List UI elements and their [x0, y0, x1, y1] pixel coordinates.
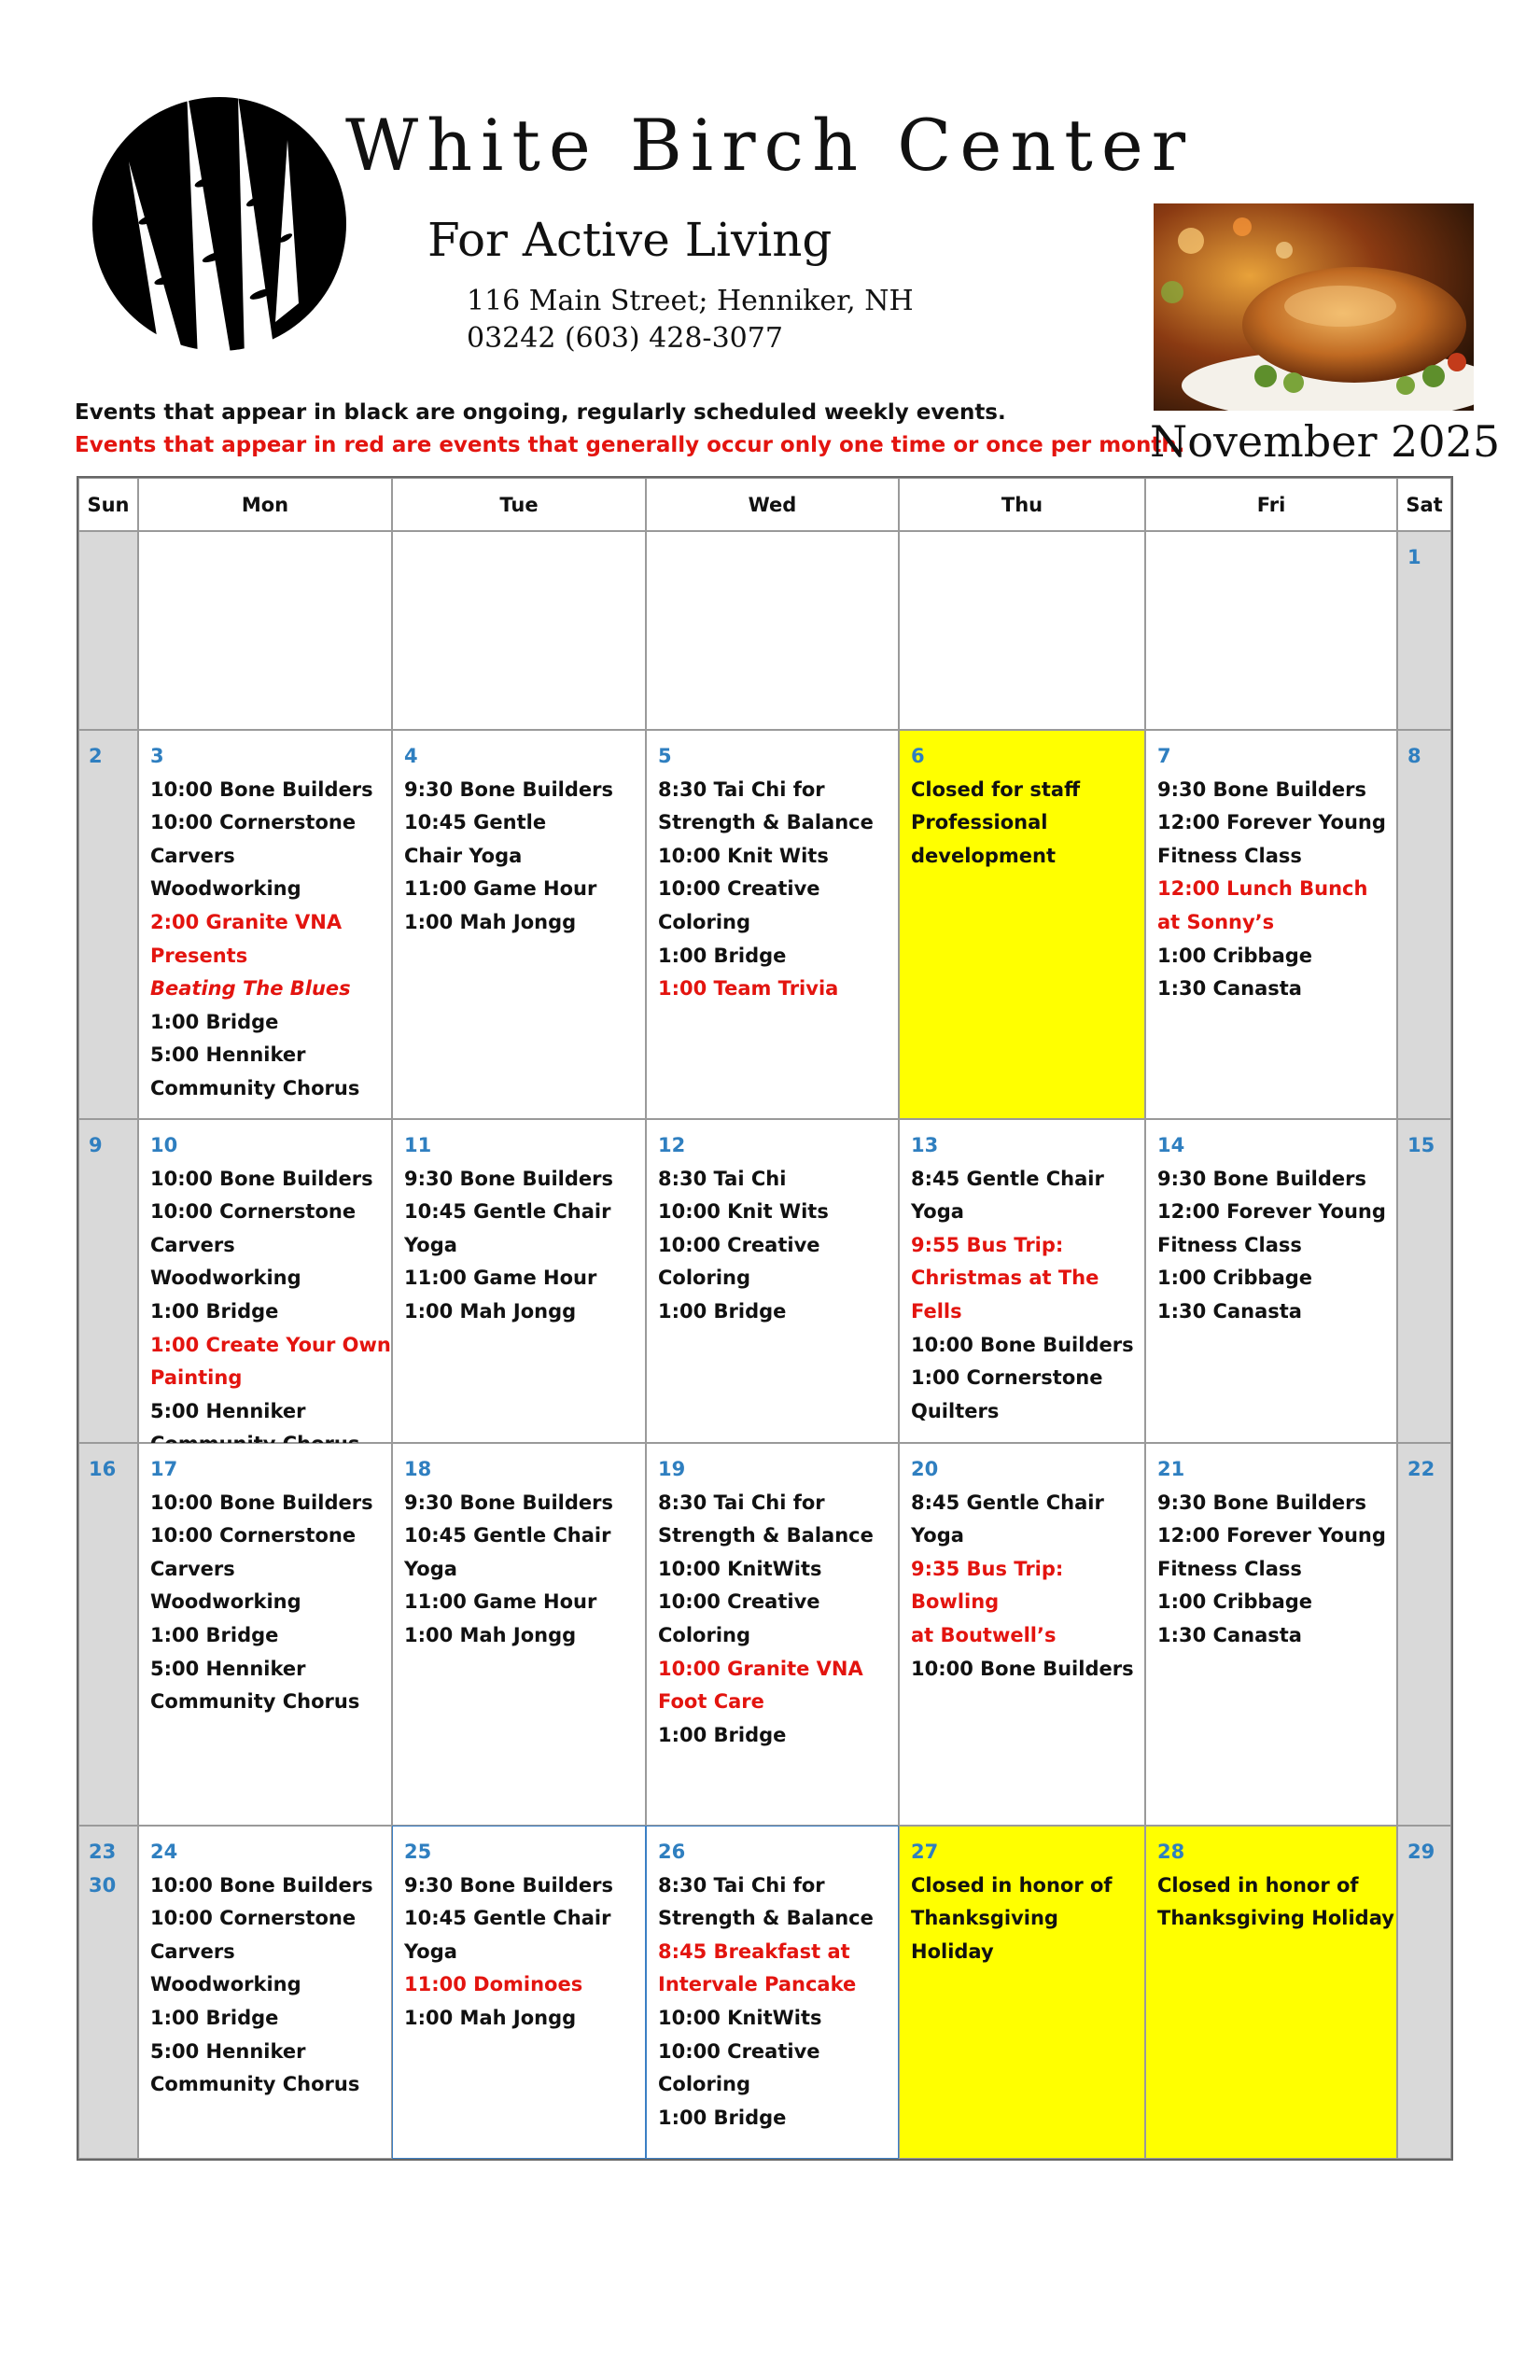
- day-number: 6: [911, 745, 925, 767]
- day-cell: [1145, 531, 1397, 730]
- event-item: 1:00 Bridge: [150, 1010, 279, 1033]
- event-item: Closed in honor of Thanksgiving Holiday: [911, 1873, 1113, 1963]
- event-item: 8:45 Gentle Chair Yoga: [911, 1167, 1104, 1224]
- day-cell: [1397, 730, 1451, 1119]
- event-item: Closed for staff Professional development: [911, 777, 1081, 867]
- event-item: 9:30 Bone Builders: [1157, 777, 1366, 801]
- day-number: 23 30: [89, 1841, 117, 1897]
- day-number: 18: [404, 1458, 432, 1480]
- day-cell: [78, 730, 138, 1119]
- event-item: 8:30 Tai Chi for Strength & Balance: [658, 1491, 874, 1547]
- event-item: 8:30 Tai Chi for Strength & Balance: [658, 1873, 874, 1930]
- day-cell: [1397, 1826, 1451, 2159]
- day-header-sun: Sun: [78, 478, 138, 531]
- event-item: 11:00 Game Hour: [404, 877, 597, 901]
- legend-note-red: Events that appear in red are events that generally occur only one time or once per month.: [75, 433, 1185, 457]
- event-item: 10:45 Gentle Chair Yoga: [404, 1200, 611, 1256]
- day-cell: [1145, 1119, 1397, 1443]
- day-header-thu: Thu: [899, 478, 1145, 531]
- day-header-tue: Tue: [392, 478, 646, 531]
- day-number: 10: [150, 1134, 178, 1156]
- day-number: 27: [911, 1841, 939, 1863]
- event-item: 10:00 Creative Coloring: [658, 2039, 820, 2096]
- center-title: White Birch Center: [345, 104, 1195, 187]
- event-item: 10:45 Gentle Chair Yoga: [404, 1524, 611, 1580]
- event-item: 1:00 Team Trivia: [658, 977, 839, 1001]
- event-item: 1:00 Mah Jongg: [404, 1623, 577, 1646]
- day-cell: [138, 1443, 392, 1826]
- day-number: 13: [911, 1134, 939, 1156]
- event-item: Beating The Blues: [150, 977, 351, 1001]
- event-item: 1:00 Create Your Own Painting: [150, 1333, 391, 1390]
- event-item: 12:00 Forever Young Fitness Class: [1157, 1200, 1386, 1256]
- day-cell: [899, 531, 1145, 730]
- event-item: 5:00 Henniker Community Chorus: [150, 1043, 360, 1099]
- day-cell: [646, 1119, 899, 1443]
- event-item: 1:00 Bridge: [658, 2106, 787, 2129]
- day-cell: [392, 730, 646, 1119]
- event-item: 1:30 Canasta: [1157, 977, 1302, 1001]
- event-item: 9:30 Bone Builders: [404, 1873, 613, 1897]
- event-item: 1:00 Mah Jongg: [404, 910, 577, 933]
- month-title: November 2025: [1150, 416, 1501, 467]
- event-item: 10:45 Gentle Chair Yoga: [404, 1907, 611, 1963]
- event-item: 1:00 Mah Jongg: [404, 1299, 577, 1323]
- event-item: 9:35 Bus Trip: Bowling at Boutwell’s: [911, 1557, 1064, 1646]
- event-item: 11:00 Game Hour: [404, 1267, 597, 1290]
- day-number: 25: [404, 1841, 432, 1863]
- event-item: 10:00 Bone Builders: [911, 1333, 1134, 1356]
- event-item: 1:00 Cribbage: [1157, 1267, 1313, 1290]
- day-cell: [1397, 1443, 1451, 1826]
- event-item: 10:00 KnitWits: [658, 2006, 822, 2029]
- event-item: 1:00 Cornerstone Quilters: [911, 1366, 1103, 1422]
- day-number: 16: [89, 1458, 117, 1480]
- event-item: 5:00 Henniker Community Chorus: [150, 2039, 360, 2096]
- event-item: 1:00 Bridge: [658, 1299, 787, 1323]
- day-number: 9: [89, 1134, 103, 1156]
- event-item: 1:00 Cribbage: [1157, 944, 1313, 967]
- day-cell: [646, 531, 899, 730]
- center-subtitle: For Active Living: [427, 213, 833, 267]
- day-cell: [78, 1443, 138, 1826]
- day-cell: [899, 730, 1145, 1119]
- day-number: 24: [150, 1841, 178, 1863]
- day-cell: [899, 1443, 1145, 1826]
- day-cell: [138, 730, 392, 1119]
- day-cell: [78, 1826, 138, 2159]
- legend-note-black: Events that appear in black are ongoing, regularly scheduled weekly events.: [75, 400, 1006, 425]
- event-item: 11:00 Dominoes: [404, 1973, 583, 1996]
- event-item: 9:30 Bone Builders: [404, 1491, 613, 1514]
- day-cell: [392, 1119, 646, 1443]
- day-number: 26: [658, 1841, 686, 1863]
- day-cell: [138, 1119, 392, 1443]
- event-item: 9:30 Bone Builders: [1157, 1167, 1366, 1190]
- day-cell: [138, 531, 392, 730]
- day-number: 29: [1407, 1841, 1435, 1863]
- day-number: 21: [1157, 1458, 1185, 1480]
- event-item: 10:00 Cornerstone Carvers Woodworking: [150, 1524, 357, 1614]
- day-number: 12: [658, 1134, 686, 1156]
- day-cell: [392, 1826, 646, 2159]
- day-number: 17: [150, 1458, 178, 1480]
- day-cell: [1397, 531, 1451, 730]
- event-item: 10:00 Bone Builders: [911, 1657, 1134, 1680]
- day-cell: [78, 1119, 138, 1443]
- day-number: 20: [911, 1458, 939, 1480]
- event-item: 1:00 Mah Jongg: [404, 2006, 577, 2029]
- event-item: 10:00 KnitWits: [658, 1557, 822, 1580]
- event-item: 8:45 Gentle Chair Yoga: [911, 1491, 1104, 1547]
- event-item: 2:00 Granite VNA Presents: [150, 910, 343, 967]
- day-cell: [646, 1443, 899, 1826]
- event-item: 1:00 Cribbage: [1157, 1590, 1313, 1614]
- day-number: 15: [1407, 1134, 1435, 1156]
- event-item: Closed in honor of Thanksgiving Holiday: [1157, 1873, 1394, 1930]
- event-item: 9:30 Bone Builders: [404, 777, 613, 801]
- day-number: 3: [150, 745, 164, 767]
- event-item: 8:30 Tai Chi for Strength & Balance: [658, 777, 874, 834]
- event-item: 10:00 Cornerstone Carvers Woodworking: [150, 811, 357, 901]
- roast-chicken-photo: [1154, 203, 1474, 411]
- day-number: 5: [658, 745, 672, 767]
- day-cell: [646, 1826, 899, 2159]
- event-item: 1:30 Canasta: [1157, 1299, 1302, 1323]
- event-item: 9:55 Bus Trip: Christmas at The Fells: [911, 1233, 1099, 1323]
- day-number: 1: [1407, 546, 1421, 568]
- event-item: 1:00 Bridge: [150, 1299, 279, 1323]
- day-number: 4: [404, 745, 418, 767]
- event-item: 9:30 Bone Builders: [1157, 1491, 1366, 1514]
- event-item: 8:30 Tai Chi: [658, 1167, 787, 1190]
- event-item: 10:00 Creative Coloring: [658, 877, 820, 933]
- event-item: 12:00 Lunch Bunch at Sonny’s: [1157, 877, 1368, 933]
- event-item: 10:00 Bone Builders: [150, 1491, 373, 1514]
- event-item: 10:00 Cornerstone Carvers Woodworking: [150, 1200, 357, 1290]
- day-cell: [899, 1119, 1145, 1443]
- event-item: 12:00 Forever Young Fitness Class: [1157, 811, 1386, 867]
- address-line-1: 116 Main Street; Henniker, NH: [467, 285, 914, 317]
- day-number: 14: [1157, 1134, 1185, 1156]
- event-item: 9:30 Bone Builders: [404, 1167, 613, 1190]
- day-cell: [392, 1443, 646, 1826]
- event-item: 10:00 Creative Coloring: [658, 1590, 820, 1646]
- day-number: 7: [1157, 745, 1171, 767]
- event-item: 10:00 Knit Wits: [658, 844, 829, 867]
- day-number: 28: [1157, 1841, 1185, 1863]
- event-item: 5:00 Henniker: [150, 1399, 306, 1422]
- day-cell: [899, 1826, 1145, 2159]
- event-item: 8:45 Breakfast at Intervale Pancake: [658, 1939, 857, 1996]
- day-cell: [138, 1826, 392, 2159]
- event-item: 10:00 Cornerstone Carvers Woodworking: [150, 1907, 357, 1996]
- day-header-wed: Wed: [646, 478, 899, 531]
- event-item: 1:00 Bridge: [658, 944, 787, 967]
- calendar-grid: [77, 476, 1453, 2161]
- event-item: 10:00 Creative Coloring: [658, 1233, 820, 1290]
- day-cell: [1145, 1443, 1397, 1826]
- event-item: 12:00 Forever Young Fitness Class: [1157, 1524, 1386, 1580]
- address-line-2: 03242 (603) 428-3077: [467, 322, 783, 355]
- event-item: 10:00 Bone Builders: [150, 777, 373, 801]
- event-item: 1:30 Canasta: [1157, 1623, 1302, 1646]
- day-number: 2: [89, 745, 103, 767]
- day-cell: [392, 531, 646, 730]
- day-cell: [1145, 1826, 1397, 2159]
- day-number: 22: [1407, 1458, 1435, 1480]
- day-cell: [646, 730, 899, 1119]
- day-cell: [78, 531, 138, 730]
- event-item: 5:00 Henniker Community Chorus: [150, 1657, 360, 1714]
- day-number: 11: [404, 1134, 432, 1156]
- day-header-mon: Mon: [138, 478, 392, 531]
- day-number: 19: [658, 1458, 686, 1480]
- day-header-fri: Fri: [1145, 478, 1397, 531]
- event-item: 1:00 Bridge: [150, 1623, 279, 1646]
- event-item: 10:00 Knit Wits: [658, 1200, 829, 1224]
- day-cell: [1397, 1119, 1451, 1443]
- event-item: 10:45 Gentle Chair Yoga: [404, 811, 547, 867]
- event-item: 10:00 Bone Builders: [150, 1167, 373, 1190]
- event-item: 1:00 Bridge: [150, 2006, 279, 2029]
- event-item: 11:00 Game Hour: [404, 1590, 597, 1614]
- day-header-sat: Sat: [1397, 478, 1451, 531]
- event-item: 10:00 Granite VNA Foot Care: [658, 1657, 863, 1714]
- birch-logo: [75, 89, 364, 359]
- day-number: 8: [1407, 745, 1421, 767]
- event-item: 1:00 Bridge: [658, 1723, 787, 1746]
- day-cell: [1145, 730, 1397, 1119]
- event-item: 10:00 Bone Builders: [150, 1873, 373, 1897]
